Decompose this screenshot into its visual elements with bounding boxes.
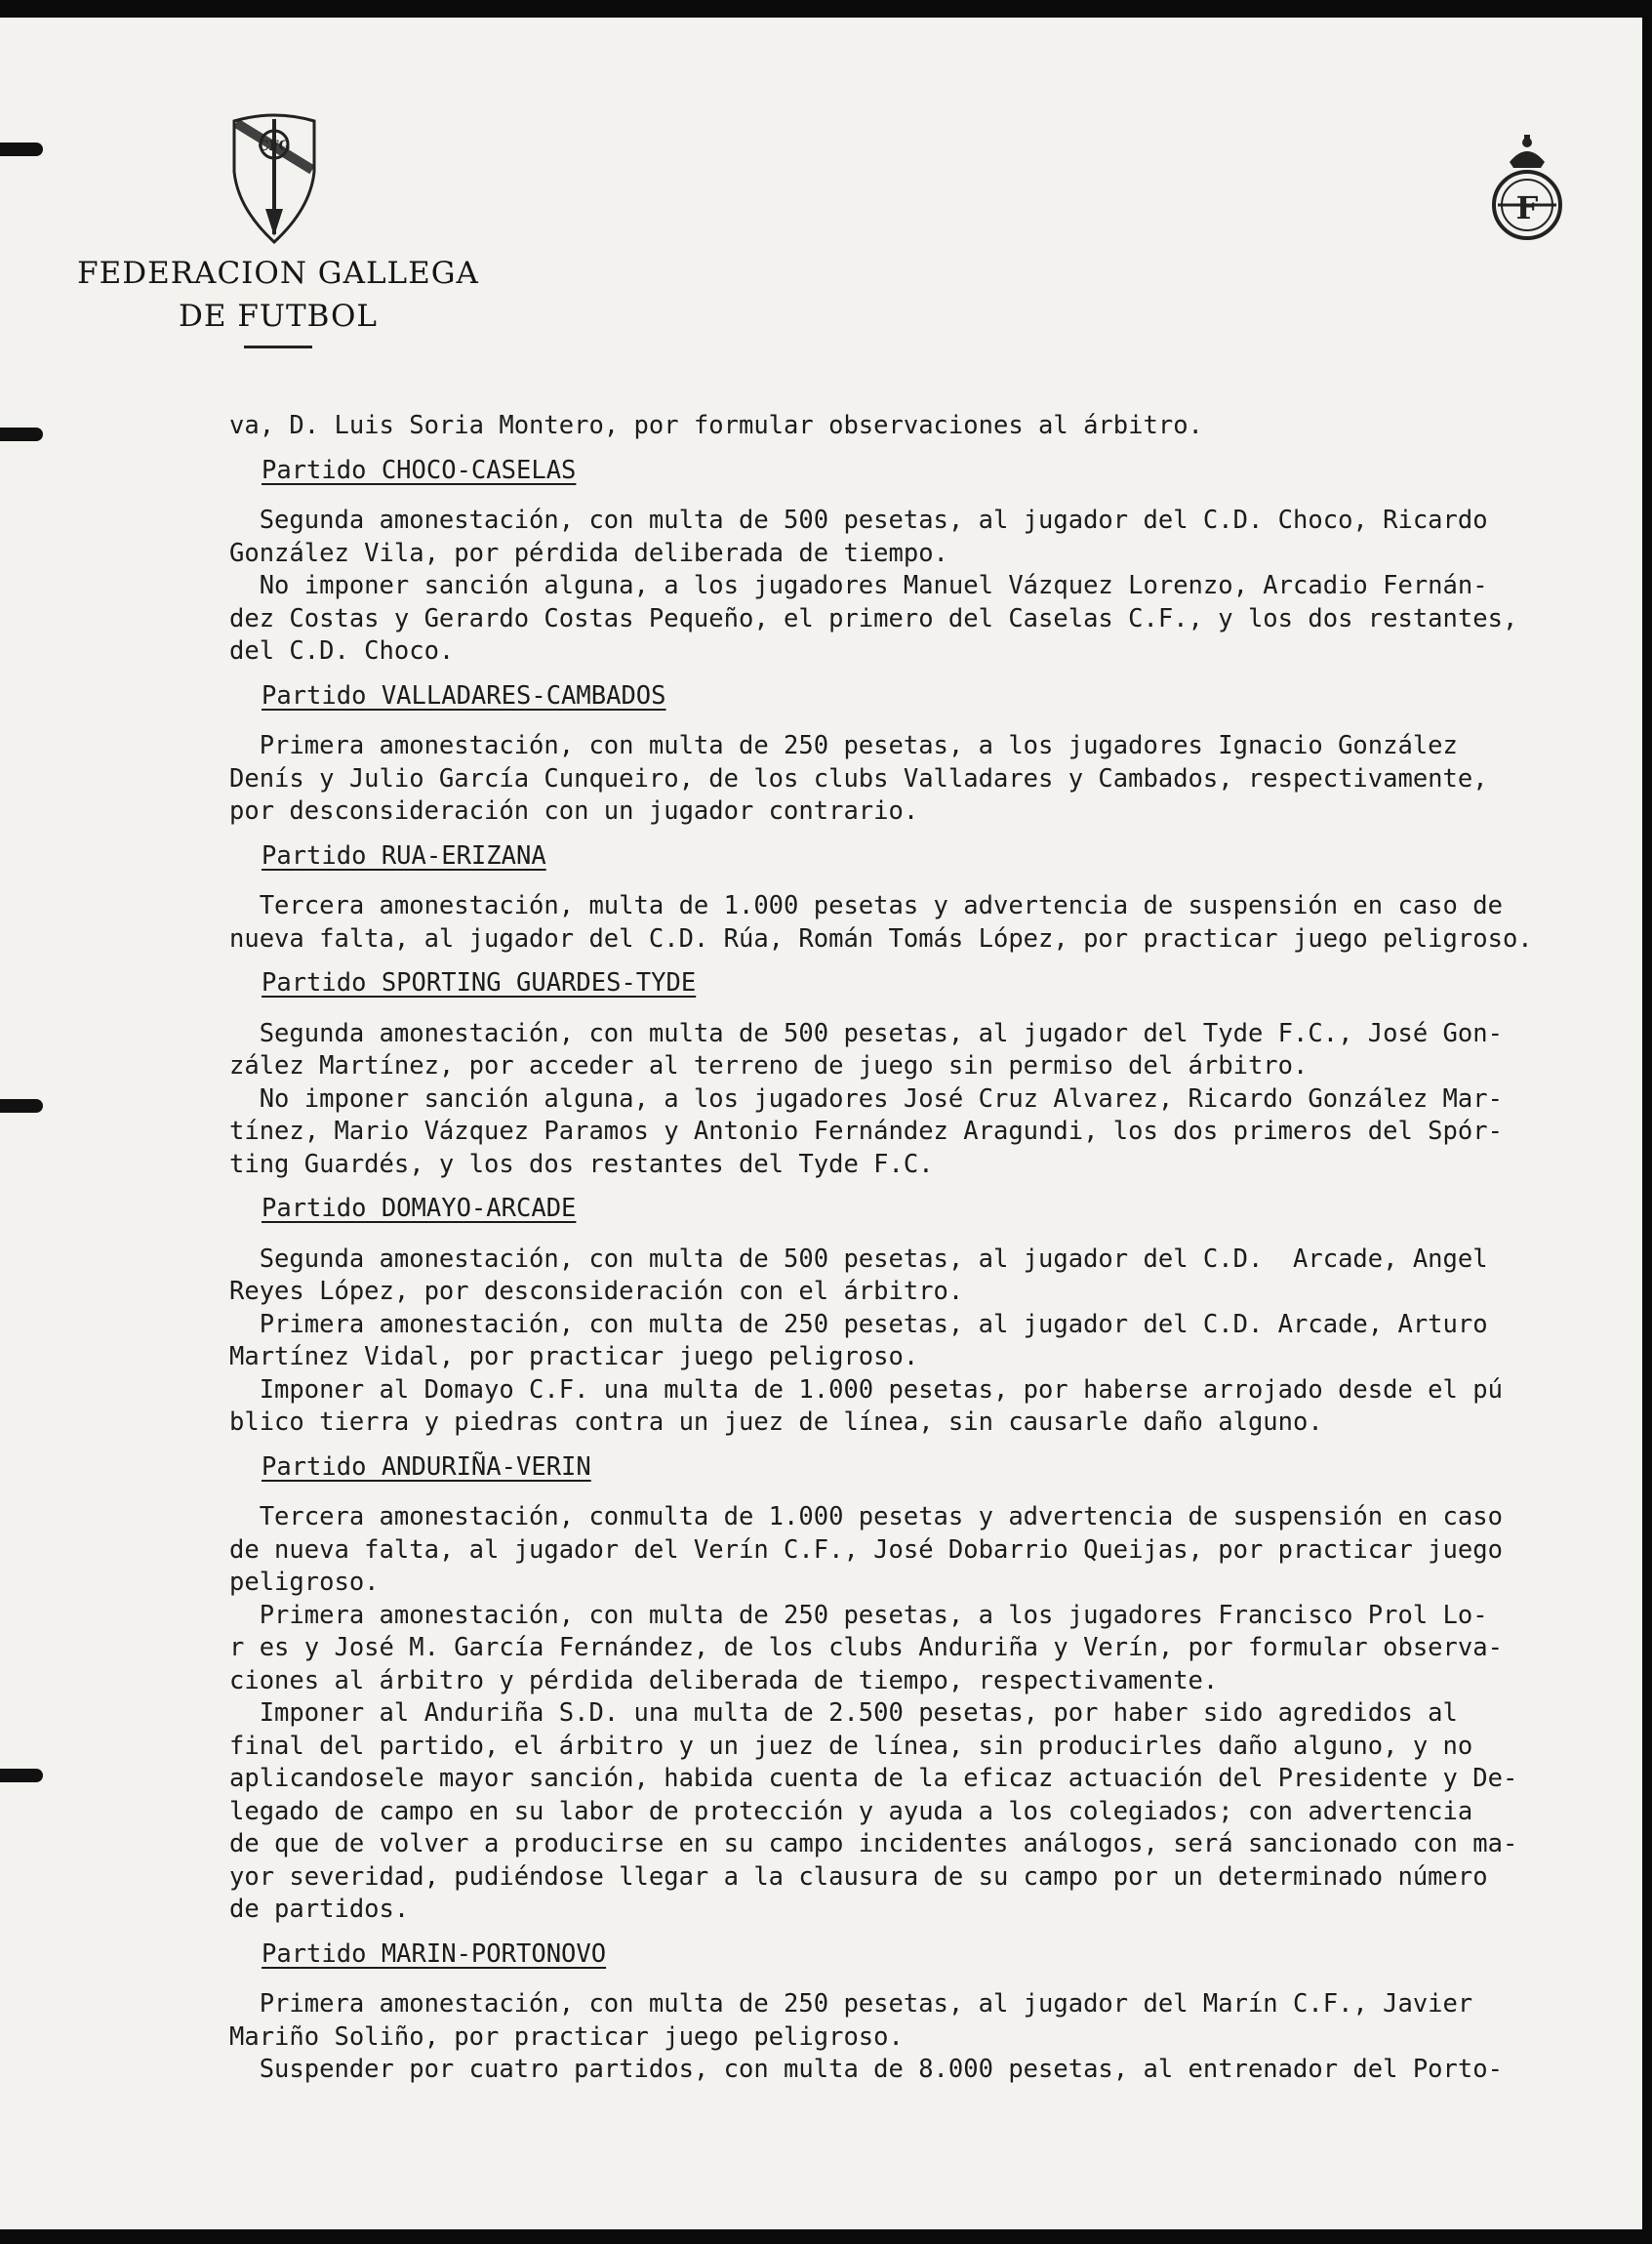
federation-shield-logo: [230, 111, 318, 244]
section-heading: [262, 840, 1634, 874]
paragraph-line: yor severidad, pudiéndose llegar a la clausura de su campo por un determinado número: [229, 1861, 1488, 1892]
paragraph-line: Primera amonestación, con multa de 250 pesetas, al jugador del C.D. Arcade, Arturo: [229, 1309, 1488, 1339]
section-heading-text: Partido CHOCO-CASELAS: [262, 455, 577, 485]
paragraph-line: Imponer al Anduriña S.D. una multa de 2.500 pesetas, por haber sido agredidos al: [229, 1698, 1458, 1728]
binder-hole-mark: [0, 1099, 43, 1113]
paragraph-line: peligroso.: [229, 1568, 380, 1597]
section-heading-text: Partido ANDURIÑA-VERIN: [262, 1451, 591, 1482]
paragraph-line: legado de campo en su labor de protección y ayuda a los colegiados; con advertencia: [229, 1796, 1473, 1826]
paragraph-line: Imponer al Domayo C.F. una multa de 1.000 pesetas, por haberse arrojado desde el pú: [229, 1374, 1503, 1405]
paragraph-line: dez Costas y Gerardo Costas Pequeño, el primero del Caselas C.F., y los dos restantes,: [229, 603, 1518, 633]
paragraph-line: Tercera amonestación, multa de 1.000 pesetas y advertencia de suspensión en caso de: [229, 891, 1503, 920]
section-heading-text: Partido RUA-ERIZANA: [262, 840, 546, 871]
paragraph-line: r es y José M. García Fernández, de los clubs Anduriña y Verín, por formular observa-: [229, 1633, 1503, 1662]
paragraph-line: tínez, Mario Vázquez Paramos y Antonio Fernández Aragundi, los dos primeros del Spór-: [229, 1117, 1503, 1146]
binder-hole-mark: [0, 428, 43, 441]
letterhead: [59, 252, 498, 348]
paragraph-line: Primera amonestación, con multa de 250 pesetas, al jugador del Marín C.F., Javier: [229, 1989, 1473, 2019]
rfef-crown-emblem: [1488, 133, 1566, 246]
paragraph-line: González Vila, por pérdida deliberada de tiempo.: [229, 538, 948, 568]
svg-text:F: F: [1515, 189, 1539, 226]
paragraph-line: zález Martínez, por acceder al terreno de juego sin permiso del árbitro.: [229, 1051, 1309, 1081]
svg-text:CFG: CFG: [258, 139, 291, 154]
section-heading: [262, 1938, 1634, 1972]
letterhead-rule: [244, 346, 312, 348]
section-heading: [262, 1451, 1634, 1485]
section-heading: [262, 967, 1634, 1000]
paragraph-line: Reyes López, por desconsideración con el árbitro.: [229, 1277, 964, 1306]
paragraph-line: por desconsideración con un jugador contrario.: [229, 796, 919, 826]
paragraph-line: ting Guardés, y los dos restantes del Tyde F.C.: [229, 1149, 934, 1179]
section-heading-text: Partido VALLADARES-CAMBADOS: [262, 680, 666, 711]
paragraph-line: del C.D. Choco.: [229, 636, 455, 666]
paragraph-line: Suspender por cuatro partidos, con multa de 8.000 pesetas, al entrenador del Porto-: [229, 2055, 1503, 2084]
paragraph-line: Tercera amonestación, conmulta de 1.000 pesetas y advertencia de suspensión en caso: [229, 1502, 1503, 1531]
paragraph-line: ciones al árbitro y pérdida deliberada de tiempo, respectivamente.: [229, 1665, 1219, 1695]
paragraph-line: No imponer sanción alguna, a los jugadores José Cruz Alvarez, Ricardo González Mar-: [229, 1083, 1503, 1114]
paragraph-line: Segunda amonestación, con multa de 500 pesetas, al jugador del C.D. Arcade, Angel: [229, 1244, 1488, 1274]
section-heading: [262, 455, 1634, 488]
paragraph-line: Martínez Vidal, por practicar juego peligroso.: [229, 1342, 919, 1371]
letterhead-line-2: DE FUTBOL: [178, 299, 378, 334]
paragraph-line: blico tierra y piedras contra un juez de línea, sin causarle daño alguno.: [229, 1408, 1323, 1437]
paragraph-line: nueva falta, al jugador del C.D. Rúa, Román Tomás López, por practicar juego peligroso.: [229, 923, 1533, 954]
binder-hole-mark: [0, 143, 43, 156]
paragraph-line: No imponer sanción alguna, a los jugadores Manuel Vázquez Lorenzo, Arcadio Fernán-: [229, 571, 1488, 600]
letterhead-line-1: FEDERACION GALLEGA: [77, 256, 479, 291]
paragraph-line: Primera amonestación, con multa de 250 pesetas, a los jugadores Francisco Prol Lo-: [229, 1600, 1488, 1630]
sections-list: [229, 455, 1634, 2087]
section-heading: [262, 1193, 1634, 1226]
section-heading-text: Partido MARIN-PORTONOVO: [262, 1938, 607, 1969]
paragraph-line: de que de volver a producirse en su campo incidentes análogos, será sancionado con ma-: [229, 1829, 1518, 1858]
paragraph-line: final del partido, el árbitro y un juez de línea, sin producirles daño alguno, y no: [229, 1731, 1473, 1761]
opening-line: va, D. Luis Soria Montero, por formular observaciones al árbitro.: [229, 411, 1203, 440]
paragraph-line: Segunda amonestación, con multa de 500 pesetas, al jugador del C.D. Choco, Ricardo: [229, 506, 1488, 535]
section-heading-text: Partido SPORTING GUARDES-TYDE: [262, 968, 697, 998]
binder-hole-mark: [0, 1769, 43, 1782]
document-body: [229, 410, 1634, 2087]
section-heading: [262, 680, 1634, 714]
paragraph-line: aplicandosele mayor sanción, habida cuenta de la eficaz actuación del Presidente y De-: [229, 1764, 1518, 1793]
paragraph-line: Denís y Julio García Cunqueiro, de los clubs Valladares y Cambados, respectivamente,: [229, 763, 1488, 794]
document-page: [0, 18, 1642, 2229]
paragraph-line: Mariño Soliño, por practicar juego peligroso.: [229, 2021, 904, 2052]
paragraph-line: de nueva falta, al jugador del Verín C.F., José Dobarrio Queijas, por practicar juego: [229, 1534, 1503, 1565]
paragraph-line: de partidos.: [229, 1895, 410, 1924]
paragraph-line: Primera amonestación, con multa de 250 pesetas, a los jugadores Ignacio González: [229, 731, 1458, 760]
section-heading-text: Partido DOMAYO-ARCADE: [262, 1194, 577, 1223]
paragraph-line: Segunda amonestación, con multa de 500 pesetas, al jugador del Tyde F.C., José Gon-: [229, 1018, 1503, 1048]
